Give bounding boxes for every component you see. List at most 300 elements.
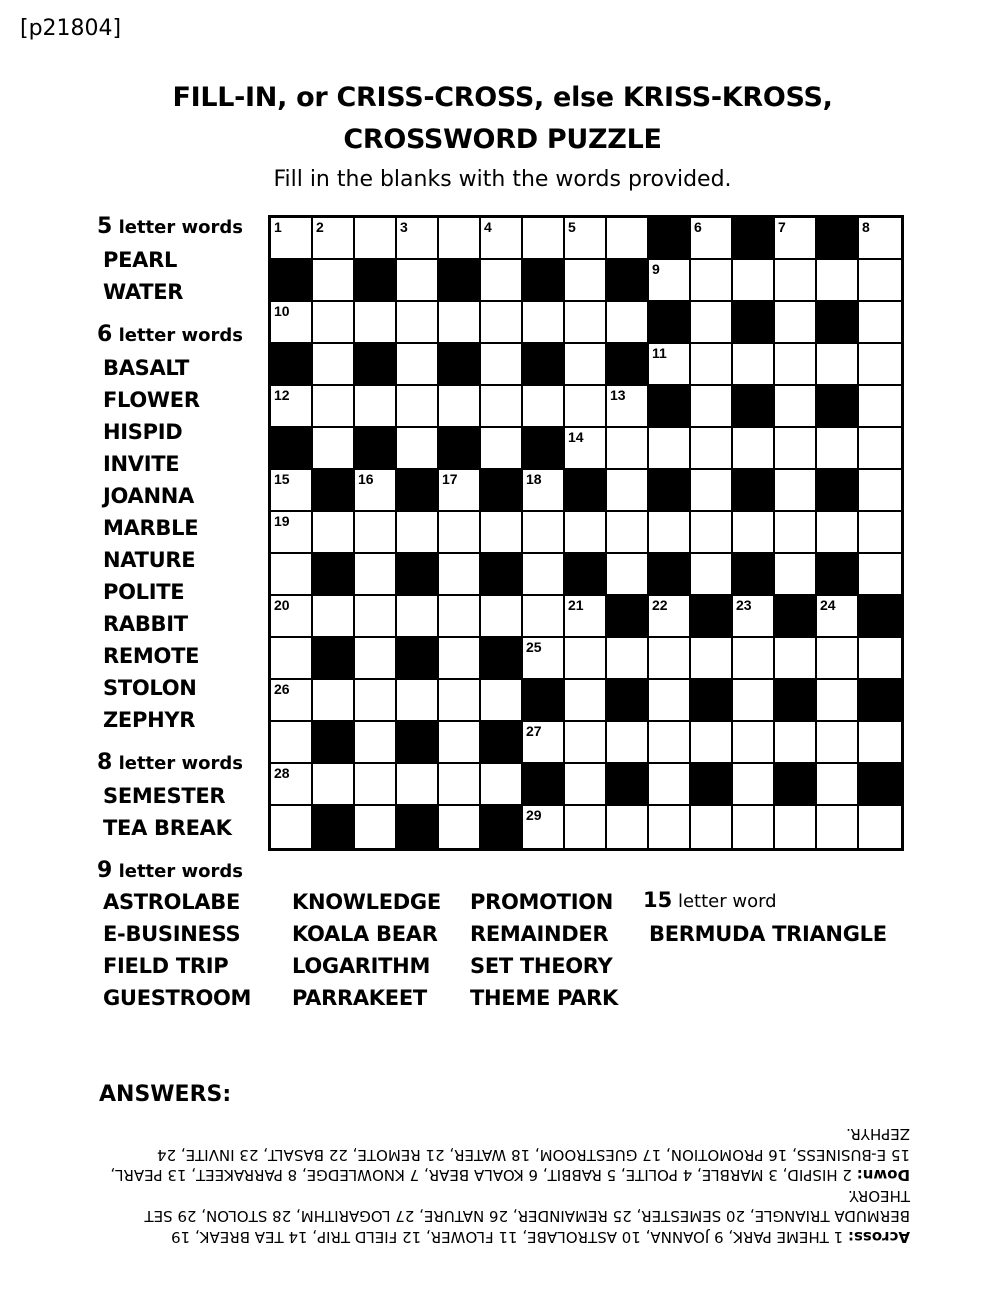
grid-cell[interactable]	[523, 638, 565, 680]
grid-cell[interactable]	[481, 428, 523, 470]
grid-cell-black	[523, 764, 565, 806]
clue-number: 17	[442, 471, 458, 487]
grid-cell[interactable]	[859, 218, 901, 260]
grid-cell-black	[565, 554, 607, 596]
grid-cell-black	[649, 554, 691, 596]
grid-cell[interactable]	[817, 260, 859, 302]
word-item: RABBIT	[103, 612, 188, 636]
grid-cell[interactable]	[313, 302, 355, 344]
grid-cell[interactable]	[355, 554, 397, 596]
grid-cell[interactable]	[565, 638, 607, 680]
grid-cell[interactable]	[859, 470, 901, 512]
grid-cell[interactable]	[271, 302, 313, 344]
grid-cell-black	[649, 218, 691, 260]
word-item: BASALT	[103, 356, 190, 380]
word-item: FIELD TRIP	[103, 954, 229, 978]
grid-cell[interactable]	[439, 218, 481, 260]
grid-cell-black	[397, 638, 439, 680]
grid-cell[interactable]	[649, 764, 691, 806]
nine-letter-column-1	[97, 886, 251, 1014]
grid-cell[interactable]	[565, 260, 607, 302]
grid-cell[interactable]	[733, 806, 775, 848]
grid-cell[interactable]	[397, 596, 439, 638]
grid-cell[interactable]	[691, 806, 733, 848]
grid-cell-black	[733, 302, 775, 344]
word-item: TEA BREAK	[103, 816, 232, 840]
grid-cell[interactable]	[607, 806, 649, 848]
grid-cell[interactable]	[355, 764, 397, 806]
grid-cell[interactable]	[355, 302, 397, 344]
grid-cell[interactable]	[691, 428, 733, 470]
grid-cell-black	[649, 470, 691, 512]
grid-cell[interactable]	[691, 470, 733, 512]
nine-letter-column-2	[286, 886, 441, 1014]
grid-cell-black	[565, 470, 607, 512]
grid-cell[interactable]	[817, 638, 859, 680]
clue-number: 19	[274, 513, 290, 529]
grid-cell[interactable]	[817, 512, 859, 554]
grid-cell-black	[817, 386, 859, 428]
page-title-line1: FILL-IN, or CRISS-CROSS, else KRISS-KROSS,	[172, 82, 833, 113]
grid-cell[interactable]	[439, 554, 481, 596]
word-item: JOANNA	[103, 484, 194, 508]
word-item: STOLON	[103, 676, 197, 700]
answers-heading: ANSWERS:	[99, 1082, 232, 1107]
grid-cell[interactable]	[355, 638, 397, 680]
grid-cell[interactable]	[271, 386, 313, 428]
grid-cell[interactable]	[313, 260, 355, 302]
page-id: [p21804]	[20, 16, 122, 41]
grid-cell[interactable]	[523, 470, 565, 512]
grid-cell[interactable]	[271, 512, 313, 554]
answers-down: Down: 2 HISPID, 3 MARBLE, 4 POLITE, 5 RABBIT, 6 KOALA BEAR, 7 KNOWLEDGE, 8 PARRAKEET, 13 PEARL, 15 E-BUSINESS, 16 PROMOTION, 17 GUESTROOM, 18 WATER, 21 REMOTE, 22 BASALT, 23 INVITE, 24 ZEPHYR.	[110, 1125, 910, 1185]
word-item: WATER	[103, 280, 184, 304]
grid-cell[interactable]	[607, 218, 649, 260]
grid-cell[interactable]	[271, 764, 313, 806]
grid-cell[interactable]	[859, 302, 901, 344]
grid-cell-black	[607, 260, 649, 302]
grid-cell-black	[817, 302, 859, 344]
grid-cell-black	[355, 260, 397, 302]
word-item: SEMESTER	[103, 784, 226, 808]
spacer	[97, 736, 267, 748]
grid-cell[interactable]	[733, 596, 775, 638]
answers-across: Across: 1 THEME PARK, 9 JOANNA, 10 ASTROLABE, 11 FLOWER, 12 FIELD TRIP, 14 TEA BREAK, 19 BERMUDA TRIANGLE, 20 SEMESTER, 25 REMAINDER, 26 NATURE, 27 LOGARITHM, 28 STOLON, 29 SET THEORY.	[144, 1187, 910, 1246]
grid-cell[interactable]	[313, 344, 355, 386]
grid-cell[interactable]	[565, 302, 607, 344]
grid-cell[interactable]	[481, 218, 523, 260]
grid-cell[interactable]	[817, 344, 859, 386]
word-item: INVITE	[103, 452, 180, 476]
word-item: E-BUSINESS	[103, 922, 241, 946]
grid-cell[interactable]	[481, 596, 523, 638]
grid-cell[interactable]	[397, 302, 439, 344]
nine-letter-column-3	[464, 886, 618, 1014]
clue-number: 12	[274, 387, 290, 403]
clue-number: 21	[568, 597, 584, 613]
clue-number: 29	[526, 807, 542, 823]
grid-cell[interactable]	[859, 428, 901, 470]
grid-cell[interactable]	[439, 512, 481, 554]
grid-cell[interactable]	[691, 512, 733, 554]
clue-number: 14	[568, 429, 584, 445]
grid-cell[interactable]	[397, 512, 439, 554]
grid-cell[interactable]	[775, 428, 817, 470]
grid-cell[interactable]	[607, 386, 649, 428]
word-item: NATURE	[103, 548, 196, 572]
grid-cell[interactable]	[691, 386, 733, 428]
grid-cell-black	[313, 554, 355, 596]
word-item: SET THEORY	[470, 954, 613, 978]
grid-cell-black	[649, 302, 691, 344]
grid-cell[interactable]	[565, 512, 607, 554]
grid-cell-black	[649, 386, 691, 428]
word-item: GUESTROOM	[103, 986, 252, 1010]
grid-cell[interactable]	[271, 680, 313, 722]
grid-cell[interactable]	[817, 680, 859, 722]
grid-cell[interactable]	[775, 218, 817, 260]
grid-cell[interactable]	[859, 722, 901, 764]
grid-cell[interactable]	[733, 260, 775, 302]
grid-cell[interactable]	[313, 218, 355, 260]
clue-number: 27	[526, 723, 542, 739]
grid-cell[interactable]	[397, 344, 439, 386]
instructions: Fill in the blanks with the words provided.	[273, 167, 732, 192]
grid-cell[interactable]	[397, 428, 439, 470]
grid-cell[interactable]	[775, 344, 817, 386]
grid-cell-black	[691, 764, 733, 806]
grid-cell[interactable]	[439, 638, 481, 680]
grid-cell[interactable]	[481, 680, 523, 722]
grid-cell[interactable]	[817, 806, 859, 848]
grid-cell[interactable]	[271, 596, 313, 638]
grid-cell-black	[817, 554, 859, 596]
clue-number: 15	[274, 471, 290, 487]
grid-cell[interactable]	[775, 806, 817, 848]
grid-cell[interactable]	[397, 680, 439, 722]
grid-cell-black	[733, 218, 775, 260]
clue-number: 1	[274, 219, 282, 235]
grid-cell-black	[733, 554, 775, 596]
clue-number: 4	[484, 219, 492, 235]
grid-cell[interactable]	[439, 680, 481, 722]
word-item: PROMOTION	[470, 890, 614, 914]
word-item: POLITE	[103, 580, 185, 604]
grid-cell[interactable]	[397, 386, 439, 428]
grid-cell[interactable]	[691, 722, 733, 764]
grid-cell[interactable]	[649, 512, 691, 554]
grid-cell[interactable]	[481, 386, 523, 428]
grid-cell[interactable]	[481, 302, 523, 344]
word-group-heading: 5 letter words	[97, 214, 243, 239]
word-item: REMOTE	[103, 644, 200, 668]
grid-cell[interactable]	[565, 722, 607, 764]
grid-cell[interactable]	[859, 512, 901, 554]
grid-cell[interactable]	[817, 722, 859, 764]
word-item: KOALA BEAR	[292, 922, 438, 946]
grid-cell[interactable]	[775, 512, 817, 554]
grid-cell[interactable]	[481, 260, 523, 302]
grid-cell[interactable]	[565, 596, 607, 638]
grid-cell[interactable]	[355, 596, 397, 638]
grid-cell-black	[313, 806, 355, 848]
grid-cell[interactable]	[481, 512, 523, 554]
grid-cell[interactable]	[523, 218, 565, 260]
grid-cell[interactable]	[775, 554, 817, 596]
grid-cell[interactable]	[733, 512, 775, 554]
word-item: ASTROLABE	[103, 890, 241, 914]
grid-cell-black	[859, 680, 901, 722]
grid-cell[interactable]	[691, 302, 733, 344]
word-item: PARRAKEET	[292, 986, 427, 1010]
grid-cell[interactable]	[313, 596, 355, 638]
grid-cell[interactable]	[397, 218, 439, 260]
word-item: MARBLE	[103, 516, 199, 540]
clue-number: 28	[274, 765, 290, 781]
grid-cell[interactable]	[733, 638, 775, 680]
grid-cell[interactable]	[691, 638, 733, 680]
grid-cell[interactable]	[775, 386, 817, 428]
grid-cell-black	[691, 680, 733, 722]
clue-number: 23	[736, 597, 752, 613]
grid-cell-black	[397, 806, 439, 848]
grid-cell-black	[859, 764, 901, 806]
answers-upside-down	[110, 1124, 910, 1247]
clue-number: 10	[274, 303, 290, 319]
grid-cell[interactable]	[859, 386, 901, 428]
word-item: REMAINDER	[470, 922, 609, 946]
grid-cell-black	[775, 764, 817, 806]
grid-cell[interactable]	[523, 512, 565, 554]
grid-cell[interactable]	[523, 806, 565, 848]
grid-cell[interactable]	[565, 344, 607, 386]
grid-cell-black	[313, 638, 355, 680]
clue-number: 18	[526, 471, 542, 487]
word-group-heading: 8 letter words	[97, 750, 243, 775]
word-item: LOGARITHM	[292, 954, 431, 978]
grid-cell[interactable]	[439, 806, 481, 848]
grid-cell[interactable]	[817, 596, 859, 638]
grid-cell-black	[523, 260, 565, 302]
grid-cell[interactable]	[775, 470, 817, 512]
grid-cell[interactable]	[397, 260, 439, 302]
grid-cell[interactable]	[607, 722, 649, 764]
grid-cell-black	[481, 470, 523, 512]
grid-cell[interactable]	[649, 260, 691, 302]
grid-cell-black	[397, 554, 439, 596]
grid-cell-black	[271, 344, 313, 386]
grid-cell-black	[481, 722, 523, 764]
grid-cell-black	[439, 428, 481, 470]
grid-cell[interactable]	[649, 638, 691, 680]
grid-cell[interactable]	[775, 302, 817, 344]
grid-cell[interactable]	[691, 554, 733, 596]
word-item: PEARL	[103, 248, 178, 272]
grid-cell[interactable]	[733, 428, 775, 470]
grid-cell[interactable]	[565, 428, 607, 470]
grid-cell[interactable]	[271, 218, 313, 260]
grid-cell[interactable]	[775, 722, 817, 764]
grid-cell[interactable]	[523, 554, 565, 596]
grid-cell-black	[607, 680, 649, 722]
grid-cell[interactable]	[607, 638, 649, 680]
word-item: BERMUDA TRIANGLE	[649, 922, 887, 946]
grid-cell-black	[397, 722, 439, 764]
grid-cell-black	[607, 764, 649, 806]
grid-cell-black	[733, 386, 775, 428]
crossword-grid	[268, 215, 904, 851]
grid-cell[interactable]	[649, 680, 691, 722]
word-item: FLOWER	[103, 388, 200, 412]
grid-cell-black	[523, 344, 565, 386]
clue-number: 5	[568, 219, 576, 235]
grid-cell[interactable]	[439, 470, 481, 512]
grid-cell[interactable]	[649, 596, 691, 638]
clue-number: 7	[778, 219, 786, 235]
grid-cell-black	[481, 806, 523, 848]
grid-cell-black	[817, 218, 859, 260]
clue-number: 24	[820, 597, 836, 613]
grid-cell[interactable]	[271, 638, 313, 680]
word-list	[97, 212, 267, 844]
grid-cell[interactable]	[775, 260, 817, 302]
grid-cell[interactable]	[565, 680, 607, 722]
grid-cell[interactable]	[649, 806, 691, 848]
grid-cell[interactable]	[733, 680, 775, 722]
grid-cell-black	[481, 638, 523, 680]
grid-cell[interactable]	[859, 638, 901, 680]
grid-cell-black	[439, 344, 481, 386]
grid-cell[interactable]	[355, 512, 397, 554]
clue-number: 20	[274, 597, 290, 613]
grid-cell-black	[733, 470, 775, 512]
grid-cell[interactable]	[481, 764, 523, 806]
grid-cell[interactable]	[733, 722, 775, 764]
grid-cell[interactable]	[817, 764, 859, 806]
grid-cell-black	[439, 260, 481, 302]
grid-cell[interactable]	[313, 512, 355, 554]
grid-cell-black	[523, 428, 565, 470]
grid-cell[interactable]	[313, 428, 355, 470]
grid-cell[interactable]	[355, 680, 397, 722]
grid-cell[interactable]	[607, 470, 649, 512]
grid-cell[interactable]	[733, 344, 775, 386]
grid-cell[interactable]	[271, 806, 313, 848]
grid-cell[interactable]	[271, 554, 313, 596]
grid-cell[interactable]	[397, 764, 439, 806]
grid-cell[interactable]	[859, 554, 901, 596]
grid-cell[interactable]	[649, 344, 691, 386]
grid-cell-black	[313, 722, 355, 764]
grid-cell-black	[481, 554, 523, 596]
grid-cell-black	[817, 470, 859, 512]
grid-cell[interactable]	[313, 386, 355, 428]
grid-cell-black	[313, 470, 355, 512]
grid-cell[interactable]	[775, 638, 817, 680]
grid-cell[interactable]	[565, 386, 607, 428]
grid-cell[interactable]	[607, 302, 649, 344]
grid-cell[interactable]	[355, 806, 397, 848]
grid-cell[interactable]	[271, 470, 313, 512]
grid-cell[interactable]	[439, 386, 481, 428]
nine-letter-heading: 9 letter words	[97, 858, 243, 883]
grid-cell[interactable]	[313, 764, 355, 806]
grid-cell[interactable]	[649, 722, 691, 764]
grid-cell[interactable]	[355, 470, 397, 512]
grid-cell[interactable]	[565, 218, 607, 260]
clue-number: 3	[400, 219, 408, 235]
fifteen-letter-heading: 15 letter word	[643, 888, 777, 912]
grid-cell-black	[355, 428, 397, 470]
grid-cell-black	[271, 260, 313, 302]
grid-cell[interactable]	[481, 344, 523, 386]
grid-cell[interactable]	[859, 260, 901, 302]
grid-cell[interactable]	[691, 344, 733, 386]
grid-cell[interactable]	[271, 722, 313, 764]
grid-cell-black	[691, 596, 733, 638]
clue-number: 13	[610, 387, 626, 403]
grid-cell[interactable]	[607, 428, 649, 470]
grid-cell-black	[607, 596, 649, 638]
grid-cell[interactable]	[859, 806, 901, 848]
grid-cell-black	[397, 470, 439, 512]
grid-cell[interactable]	[439, 722, 481, 764]
clue-number: 2	[316, 219, 324, 235]
grid-cell[interactable]	[523, 596, 565, 638]
grid-cell-black	[355, 344, 397, 386]
grid-cell[interactable]	[523, 386, 565, 428]
spacer	[97, 308, 267, 320]
grid-cell[interactable]	[439, 302, 481, 344]
grid-cell[interactable]	[859, 344, 901, 386]
grid-cell[interactable]	[607, 512, 649, 554]
page-title-line2: CROSSWORD PUZZLE	[343, 124, 662, 155]
word-item: KNOWLEDGE	[292, 890, 441, 914]
fifteen-letter-list	[643, 918, 887, 950]
grid-cell[interactable]	[691, 260, 733, 302]
grid-cell[interactable]	[355, 386, 397, 428]
grid-cell-black	[523, 680, 565, 722]
grid-cell[interactable]	[439, 596, 481, 638]
grid-cell[interactable]	[733, 764, 775, 806]
word-item: THEME PARK	[470, 986, 618, 1010]
grid-cell[interactable]	[817, 428, 859, 470]
grid-cell[interactable]	[439, 764, 481, 806]
grid-cell-black	[775, 596, 817, 638]
grid-cell[interactable]	[607, 554, 649, 596]
grid-cell-black	[859, 596, 901, 638]
clue-number: 26	[274, 681, 290, 697]
word-item: HISPID	[103, 420, 183, 444]
clue-number: 22	[652, 597, 668, 613]
grid-cell[interactable]	[355, 722, 397, 764]
clue-number: 6	[694, 219, 702, 235]
grid-cell[interactable]	[523, 722, 565, 764]
word-group-heading: 6 letter words	[97, 322, 243, 347]
grid-cell[interactable]	[691, 218, 733, 260]
grid-cell[interactable]	[565, 806, 607, 848]
grid-cell[interactable]	[649, 428, 691, 470]
clue-number: 11	[652, 345, 667, 361]
grid-cell[interactable]	[523, 302, 565, 344]
clue-number: 16	[358, 471, 374, 487]
clue-number: 25	[526, 639, 542, 655]
grid-cell[interactable]	[313, 680, 355, 722]
clue-number: 9	[652, 261, 660, 277]
grid-cell[interactable]	[565, 764, 607, 806]
grid-cell-black	[607, 344, 649, 386]
grid-cell[interactable]	[355, 218, 397, 260]
